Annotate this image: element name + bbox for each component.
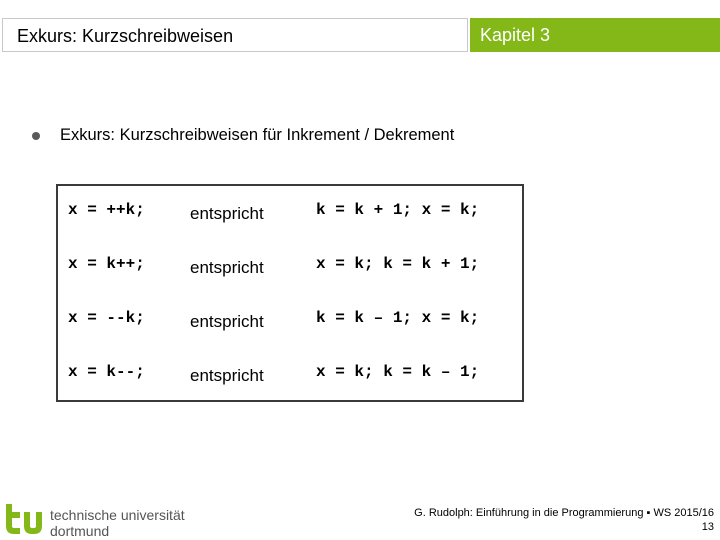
tu-dortmund-logo [0,500,200,540]
logo-u-shape [24,512,42,534]
equivalence-label: entspricht [190,366,264,385]
code-expression: x = k++; [68,255,145,273]
code-expression: x = ++k; [68,201,145,219]
slide-title: Exkurs: Kurzschreibweisen [17,26,234,46]
bullet-dot-icon [32,132,40,140]
footer [414,506,714,534]
table-row [58,349,522,403]
tu-logo-icon [0,500,200,540]
code-expression: x = --k; [68,309,145,327]
equivalence-label: entspricht [190,258,264,277]
logo-t-shape [6,504,20,534]
equivalence-label: entspricht [190,204,264,223]
footer-credit: G. Rudolph: Einführung in die Programmierung ▪ WS 2015/16 [414,507,714,519]
code-equivalent: k = k + 1; x = k; [316,201,480,219]
code-equivalent: x = k; k = k + 1; [316,255,480,273]
table-row [58,187,522,241]
equivalence-label: entspricht [190,312,264,331]
table-row [58,295,522,349]
slide-title-bar [2,18,468,52]
page-number: 13 [701,521,714,533]
table-row [58,241,522,295]
chapter-banner [470,18,720,52]
logo-line-1: technische universität [50,507,185,523]
code-table [56,184,524,402]
chapter-label: Kapitel 3 [480,25,551,45]
code-equivalent: k = k – 1; x = k; [316,309,480,327]
code-expression: x = k--; [68,363,145,381]
code-equivalent: x = k; k = k – 1; [316,363,480,381]
bullet-text: Exkurs: Kurzschreibweisen für Inkrement / Dekrement [60,126,455,144]
logo-line-2: dortmund [50,523,110,539]
